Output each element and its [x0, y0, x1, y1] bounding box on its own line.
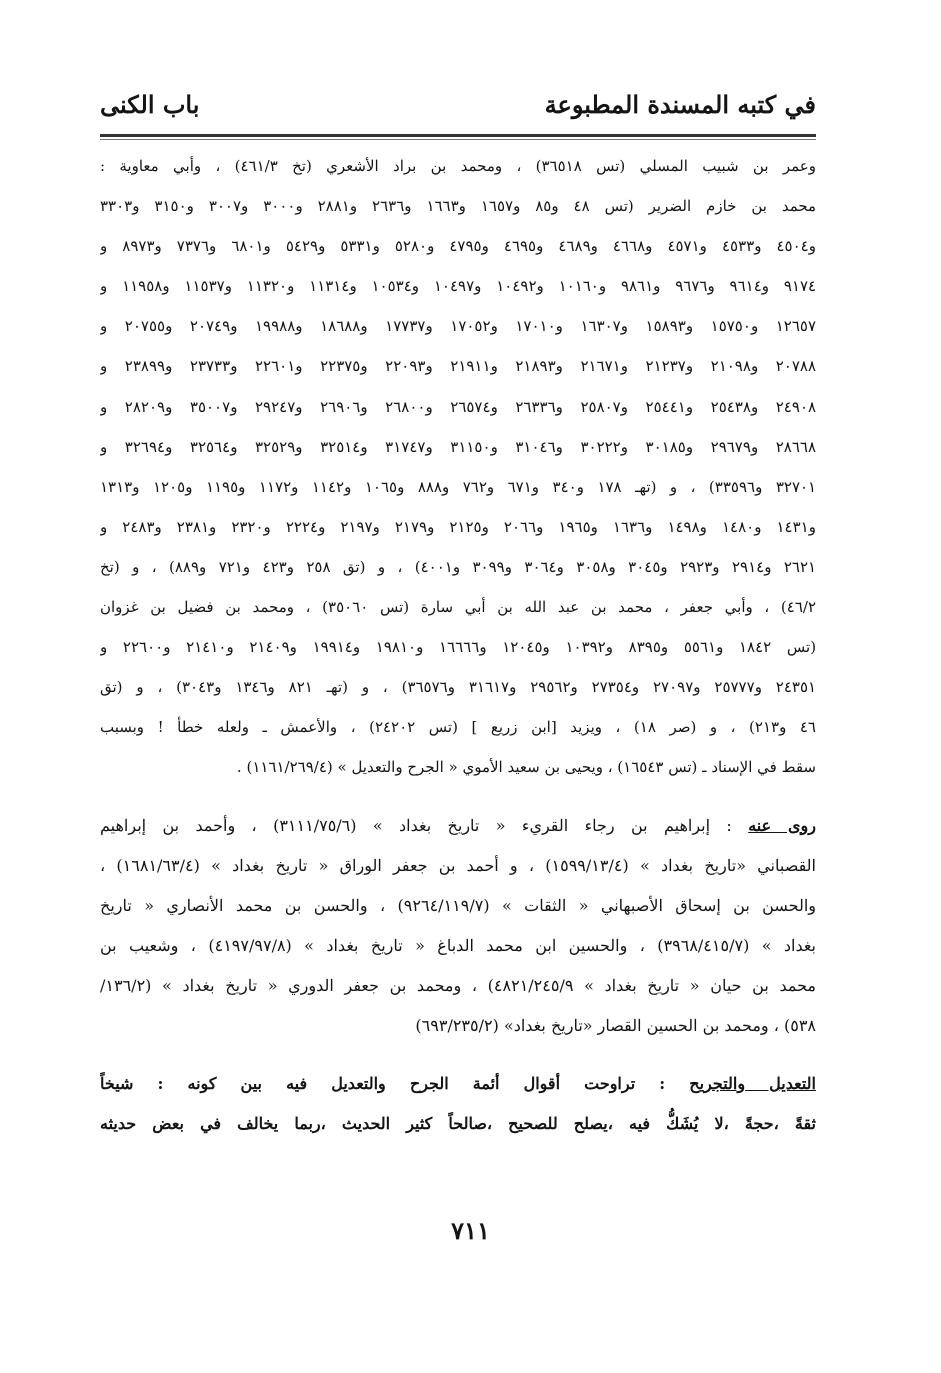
body-line: ١٢٦٥٧ و١٥٧٥٠ و١٥٨٩٣ و١٦٣٠٧ و١٧٠١٠ و١٧٠٥٢ و١٧٧٣٧ و١٨٦٨٨ و١٩٩٨٨ و٢٠٧٤٩ و٢٠٧٥٥ و — [100, 317, 816, 336]
section-gap — [100, 1046, 816, 1064]
rawa-line-text: : إبراهيم بن رجاء القريء « تاريخ بغداد » (٣١١١/٧٥/٦) ، وأحمد بن إبراهيم — [100, 815, 732, 835]
body-line: ٢٠٧٨٨ و٢١٠٩٨ و٢١٢٣٧ و٢١٦٧١ و٢١٨٩٣ و٢١٩١١ و٢٢٠٩٣ و٢٢٣٧٥ و٢٢٦٠١ و٢٣٧٣٣ و٢٣٨٩٩ و — [100, 357, 816, 376]
header-rule-thin — [100, 139, 816, 140]
body-line: ٢٤٩٠٨ و٢٥٤٣٨ و٢٥٤٤١ و٢٥٨٠٧ و٢٦٣٣٦ و٢٦٥٧٤ و٢٦٨٠٠ و٢٦٩٠٦ و٢٩٢٤٧ و٣٥٠٠٧ و٢٨٢٠٩ و — [100, 397, 816, 416]
body-line: ٤٦/٢) ، وأبي جعفر ، محمد بن عبد الله بن أبي سارة (تس ٣٥٠٦٠) ، ومحمد بن فضيل بن غزوان — [100, 598, 816, 617]
body-line: ٩١٧٤ و٩٦١٤ و٩٦٧٦ و٩٨٦١ و١٠١٦٠ و١٠٤٩٢ و١٠٤٩٧ و١٠٥٣٤ و١١٣١٤ و١١٣٢٠ و١١٥٣٧ و١١٩٥٨ و — [100, 277, 816, 296]
rawa-line: القصباني «تاريخ بغداد » (١٥٩٩/١٣/٤) ، و أحمد بن جعفر الوراق « تاريخ بغداد » (١٦٨١/٦٣/٤) ، — [100, 855, 816, 875]
body-line: و١٤٣١ و١٤٨٠ و١٤٩٨ و١٦٣٦ و١٩٦٥ و٢٠٦٦ و٢١٢٥ و٢١٧٩ و٢١٩٧ و٢٢٢٤ و٢٣٢٠ و٢٣٨١ و٢٤٨٣ و — [100, 517, 816, 536]
body-line: و٤٥٠٤ و٤٥٣٣ و٤٥٧١ و٤٦٦٨ و٤٦٨٩ و٤٦٩٥ و٤٧٩٥ و٥٢٨٠ و٥٣٣١ و٥٤٢٩ و٦٨٠١ و٧٣٧٦ و٨٩٧٣ و — [100, 237, 816, 256]
rawa-line: ٥٣٨) ، ومحمد بن الحسين القصار «تاريخ بغداد» (٦٩٣/٢٣٥/٢) — [415, 1015, 816, 1035]
running-title-right: في كتبه المسندة المطبوعة — [544, 90, 816, 119]
body-line: ٣٢٧٠١ و٣٣٥٩٦) ، و (تهـ ١٧٨ و٣٤٠ و٦٧١ و٧٦٢ و٨٨٨ و١٠٦٥ و١١٤٢ و١١٧٢ و١١٩٥ و١٢٠٥ و١٣١٣ — [100, 477, 816, 496]
body-line: محمد بن خازم الضرير (تس ٤٨ و٨٥ و١٦٥٧ و١٦٦٣ و٢٦٣٦ و٢٨٨١ و٣٠٠٠ و٣٠٠٧ و٣١٥٠ و٣٣٠٣ — [100, 197, 816, 216]
tadil-line: ثقةً ،حجةً ،لا يُشَكُّ فيه ،يصلح للصحيح ،صالحاً كثير الحديث ،ربما يخالف في بعض حديثه — [100, 1114, 816, 1134]
rawa-line: محمد بن حيان « تاريخ بغداد » ٤٨٢١/٢٤٥/٩) ، ومحمد بن جعفر الدوري « تاريخ بغداد » (١٣٦/٢/ — [100, 975, 816, 995]
section-gap — [100, 788, 816, 806]
body-line: سقط في الإسناد ـ (تس ١٦٥٤٣) ، ويحيى بن سعيد الأموي « الجرح والتعديل » (١١٦١/٢٦٩/٤) . — [236, 758, 816, 777]
header-rule-thick — [100, 134, 816, 137]
tadil-heading: التعديل والتجريح — [689, 1074, 816, 1094]
page-body — [100, 146, 816, 1144]
body-line: ٢٦٢١ و٢٩١٤ و٢٩٢٣ و٣٠٤٥ و٣٠٥٨ و٣٠٦٤ و٣٠٩٩ و٤٠٠١) ، و (تق ٢٥٨ و٤٢٣ و٧٢١ و٨٨٩) ، و (تخ — [100, 557, 816, 576]
body-line: ٢٤٣٥١ و٢٥٧٧٧ و٢٧٠٩٧ و٢٧٣٥٤ و٢٩٥٦٢ و٣١٦١٧ و٣٦٥٧٦) ، و (تهـ ٨٢١ و١٣٤٦ و٣٠٤٣) ، و (تق — [100, 678, 816, 697]
tadil-line — [100, 1064, 816, 1104]
rawa-heading: روى عنه — [748, 815, 816, 835]
rawa-line — [100, 806, 816, 846]
rawa-line: بغداد » (٣٩٦٨/٤١٥/٧) ، والحسين ابن محمد الدباغ « تاريخ بغداد » (٤١٩٧/٩٧/٨) ، وشعيب بن — [100, 935, 816, 955]
page-number: ٧١١ — [451, 1216, 490, 1245]
body-line: ٤٦ و٢١٣) ، و (صر ١٨) ، ويزيد [ابن زريع ] (تس ٢٤٢٠٢) ، والأعمش ـ ولعله خطأ ! وبسبب — [100, 718, 816, 737]
running-title-left: باب الكنى — [100, 90, 200, 119]
page-header — [100, 86, 816, 130]
body-line: ٢٨٦٦٨ و٢٩٦٧٩ و٣٠١٨٥ و٣٠٢٢٢ و٣١٠٤٦ و٣١١٥٠ و٣١٧٤٧ و٣٢٥١٤ و٣٢٥٢٩ و٣٢٥٦٤ و٣٢٦٩٤ و — [100, 437, 816, 456]
rawa-line: والحسن بن إسحاق الأصبهاني « الثقات » (٩٢٦٤/١١٩/٧) ، والحسن بن محمد الأنصاري « تاريخ — [100, 895, 816, 915]
body-line: وعمر بن شبيب المسلي (تس ٣٦٥١٨) ، ومحمد بن براد الأشعري (تخ ٤٦١/٣) ، وأبي معاوية : — [100, 157, 816, 175]
tadil-line-text: : تراوحت أقوال أئمة الجرح والتعديل فيه بين كونه : شيخاً — [100, 1074, 666, 1094]
body-line: (تس ١٨٤٢ و٥٥٦١ و٨٣٩٥ و١٠٣٩٢ و١٢٠٤٥ و١٦٦٦٦ و١٩٨١٠ و١٩٩١٤ و٢١٤٠٩ و٢١٤١٠ و٢٢٦٠٠ و — [100, 638, 816, 657]
